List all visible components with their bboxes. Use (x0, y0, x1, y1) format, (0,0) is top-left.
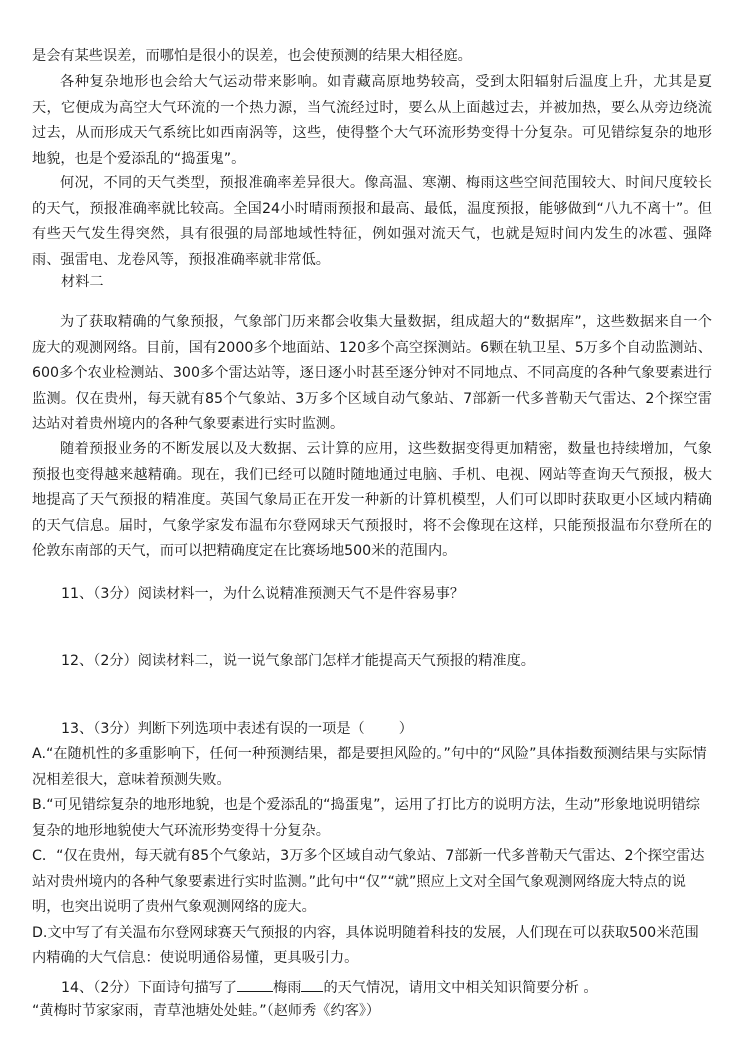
choice-a: A.“在随机性的多重影响下，任何一种预测结果，都是要担风险的。”句中的“风险”具体指数预测结果与实际情况相差很大，意味着预测失败。 (32, 746, 707, 788)
question-14-part-b: 梅雨 (273, 980, 302, 996)
question-14-poem: “黄梅时节家家雨，青草池塘处处蛙。”（赵师秀《约客》） (32, 1003, 381, 1019)
choice-b: B.“可见错综复杂的地形地貌，也是个爱添乱的“捣蛋鬼”，运用了打比方的说明方法，生动”形象地说明错综复杂的地形地貌使大气环流形势变得十分复杂。 (32, 797, 700, 839)
question-13-close: ） (398, 721, 413, 737)
paragraph-weather-types: 何况，不同的天气类型，预报准确率差异很大。像高温、寒潮、梅雨这些空间范围较大、时间尺度较长的天气，预报准确率就比较高。全国24小时晴雨预报和最高、最低，温度预报，能够做到“八九不离十”。但有些天气发生得突然，具有很强的局部地域性特征，例如强对流天气，也就是短时间内发生的冰雹、强降雨、强雷电、龙卷风等，预报准确率就非常低。 (32, 175, 712, 268)
question-12: 12、（2分）阅读材料二，说一说气象部门怎样才能提高天气预报的精准度。 (61, 653, 535, 669)
question-11: 11、（3分）阅读材料一，为什么说精准预测天气不是件容易事？ (61, 586, 465, 602)
question-13-stem: 13、（3分）判断下列选项中表述有误的一项是（ (61, 721, 365, 737)
paragraph-observation-network: 为了获取精确的气象预报，气象部门历来都会收集大量数据，组成超大的“数据库”，这些数据来自一个庞大的观测网络。目前，国有2000多个地面站、120多个高空探测站。6颗在轨卫星、5万多个自动监测站、600多个农业检测站、300多个雷达站等，逐日逐小时甚至逐分钟对不同地点、不同高度的各种气象要素进行监测。仅在贵州，每天就有85个气象站、3万多个区域自动气象站、7部新一代多普勒天气雷达、2个探空雷达站对着贵州境内的各种气象要素进行实时监测。 (32, 314, 712, 432)
question-13 (61, 718, 413, 738)
paragraph-forecast-development: 随着预报业务的不断发展以及大数据、云计算的应用，这些数据变得更加精密，数量也持续增加，气象预报也变得越来越精确。现在，我们已经可以随时随地通过电脑、手机、电视、网站等查询天气预报，极大地提高了天气预报的精准度。英国气象局正在开发一种新的计算机模型，人们可以即时获取更小区域内精确的天气信息。届时，气象学家发布温布尔登网球天气预报时，将不会像现在这样，只能预报温布尔登所在的伦敦东南部的天气，而可以把精确度定在比赛场地500米的范围内。 (32, 441, 712, 559)
fill-blank-2[interactable] (301, 977, 323, 992)
question-14-part-a: 14、（2分）下面诗句描写了 (61, 980, 238, 996)
question-13-choices (32, 742, 712, 972)
material-two-heading: 材料二 (61, 274, 104, 290)
paragraph-continuation: 是会有某些误差，而哪怕是很小的误差，也会使预测的结果大相径庭。 (32, 48, 472, 64)
question-14-part-c: 的天气情况，请用文中相关知识简要分析 。 (323, 980, 598, 996)
question-14 (61, 977, 598, 997)
paragraph-terrain: 各种复杂地形也会给大气运动带来影响。如青藏高原地势较高，受到太阳辐射后温度上升，尤其是夏天，它便成为高空大气环流的一个热力源，当气流经过时，要么从上面越过去，并被加热，要么从旁边绕流过去，从而形成天气系统比如西南涡等，这些，使得整个大气环流形势变得十分复杂。可见错综复杂的地形地貌，也是个爱添乱的“捣蛋鬼”。 (32, 74, 712, 167)
choice-c: C．“仅在贵州，每天就有85个气象站，3万多个区域自动气象站、7部新一代多普勒天气雷达、2个探空雷达站对贵州境内的各种气象要素进行实时监测。”此句中“仅”“就”照应上文对全国气象观测网络庞大特点的说明，也突出说明了贵州气象观测网络的庞大。 (32, 848, 705, 915)
fill-blank-1[interactable] (237, 977, 273, 992)
choice-d: D.文中写了有关温布尔登网球赛天气预报的内容，具体说明随着科技的发展，人们现在可以获取500米范围内精确的大气信息：使说明通俗易懂，更具吸引力。 (32, 924, 699, 966)
